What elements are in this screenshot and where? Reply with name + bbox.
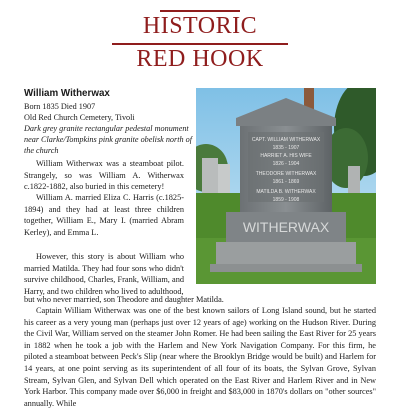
paragraph-4: Captain William Witherwax was one of the best known sailors of Long Island sound, but he started his career as a very young man (perhaps just over 12 years of age) working on the Hudson River. During the Civil War, William served on the steamer John Romer. He had been sailing the East River for 25 years in 1882 when he took a job with the Harlem and New York Navigation Company. For this firm, he piloted a steamboat between Peck's Slip (near where the Brooklyn Bridge would be built) and Harlem for 14 years, at one point serving as its superintendent of all four of its boats, the Sylvan Grove, Sylvan Stream, Sylvan Glen, and Sylvan Dell which operated on the East River and Harlem River and in New York Harbor. This company made over $6,000 in freight and $83,000 in 1870's dollars on "other sources" annually. While (24, 306, 376, 408)
header-top-rule (160, 10, 240, 12)
inscription-line: 1826 - 1904 (272, 161, 300, 167)
paragraph-3-continued: but who never married, son Theodore and daughter Matilda. (24, 295, 224, 304)
subject-dates: Born 1835 Died 1907 (24, 102, 96, 111)
subject-location: Old Red Church Cemetery, Tivoli (24, 113, 135, 122)
inscription-line: 1835 - 1907 (272, 145, 300, 151)
subject-info (24, 88, 194, 156)
gravestone-illustration (196, 88, 376, 284)
paragraph-3: However, this story is about William who married Matilda. They had four sons who didn't survive childhood, Charles, Frank, William, and Harry, and two children who lived to adulthood, (24, 252, 184, 296)
title-line-1: HISTORIC (142, 13, 258, 39)
inscription-line: CAPT. WILLIAM WITHERWAX (251, 137, 321, 143)
inscription-line: THEODORE WITHERWAX (255, 171, 317, 177)
paragraph-2: William A. married Eliza C. Harris (c.1825-1894) and they had at least three children together, William E., Mary I. (married Abram Kerley), and Emma L. (24, 193, 184, 237)
inscription-line: 1859 - 1908 (272, 197, 300, 203)
paragraph-1: William Witherwax was a steamboat pilot. Strangely, so was William A. Witherwax c.1822-1882, also buried in this cemetery! (24, 159, 184, 192)
subject-name: William Witherwax (24, 88, 110, 99)
monument-description: Dark grey granite rectangular pedestal monument near Clarke/Tompkins pink granite obelisk north of the church (24, 124, 192, 155)
inscription-line: 1861 - 1869 (272, 179, 300, 185)
title-divider (112, 43, 288, 45)
gravestone-photo (196, 88, 376, 284)
inscription-line: HARRIET A. HIS WIFE (260, 153, 312, 159)
inscription-line: MATILDA B. WITHERWAX (256, 189, 316, 195)
base-name: WITHERWAX (242, 219, 330, 235)
title-line-2: RED HOOK (136, 46, 264, 72)
